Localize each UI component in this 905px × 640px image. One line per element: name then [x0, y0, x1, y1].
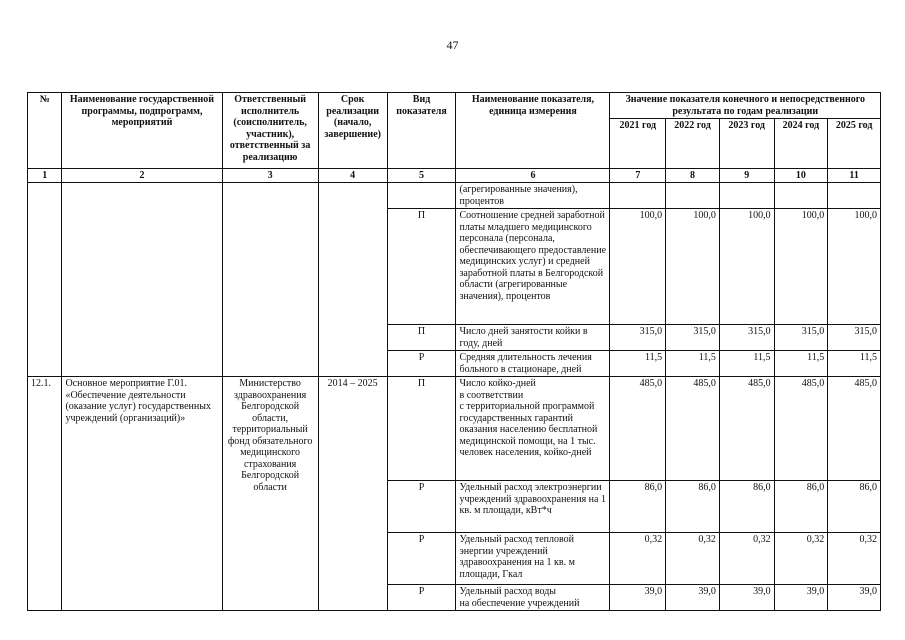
indicator-value: 485,0 — [828, 377, 881, 481]
indicator-value: 485,0 — [719, 377, 774, 481]
column-number: 10 — [774, 169, 828, 183]
indicator-value: 86,0 — [774, 481, 828, 533]
column-number: 9 — [719, 169, 774, 183]
indicator-kind: Р — [387, 481, 456, 533]
indicator-value: 39,0 — [666, 585, 720, 611]
indicator-value: 315,0 — [774, 325, 828, 351]
column-number: 8 — [666, 169, 720, 183]
measure-name: Основное мероприятие Г.01. «Обеспечение деятельности (оказание услуг) государственных учреждений (организаций)» — [62, 377, 222, 611]
program-indicators-table — [27, 92, 881, 611]
indicator-kind: Р — [387, 585, 456, 611]
indicator-value: 86,0 — [828, 481, 881, 533]
column-number: 7 — [610, 169, 666, 183]
column-number: 1 — [28, 169, 62, 183]
indicator-value — [774, 183, 828, 209]
indicator-value: 100,0 — [719, 209, 774, 325]
indicator-value: 0,32 — [828, 533, 881, 585]
indicator-name: Удельный расход тепловой энергии учреждений здравоохранения на 1 кв. м площади, Гкал — [456, 533, 610, 585]
indicator-name: Число койко-дней в соответствии с территориальной программой государственных гарантий оказания населению бесплатной медицинской помощи, на 1 тыс. человек населения, койко-дней — [456, 377, 610, 481]
measure-executor: Министерство здравоохранения Белгородской области, территориальный фонд обязательного медицинского страхования Белгородской области — [222, 377, 318, 611]
indicator-name: Удельный расход электроэнергии учреждений здравоохранения на 1 кв. м площади, кВт*ч — [456, 481, 610, 533]
indicator-value: 86,0 — [719, 481, 774, 533]
header-values-group: Значение показателя конечного и непосредственного результата по годам реализации — [610, 93, 881, 119]
indicator-value — [666, 183, 720, 209]
indicator-value: 39,0 — [610, 585, 666, 611]
header-executor: Ответственный исполнитель (соисполнитель, участник), ответственный за реализацию — [222, 93, 318, 169]
table-row — [28, 183, 881, 209]
continued-term-cell — [318, 183, 387, 377]
continued-name-cell — [62, 183, 222, 377]
indicator-value: 0,32 — [610, 533, 666, 585]
indicator-name: (агрегированные значения), процентов — [456, 183, 610, 209]
column-number: 2 — [62, 169, 222, 183]
indicator-value: 315,0 — [610, 325, 666, 351]
indicator-kind: Р — [387, 351, 456, 377]
header-indicator: Наименование показателя, единица измерения — [456, 93, 610, 169]
indicator-value: 11,5 — [828, 351, 881, 377]
column-number: 4 — [318, 169, 387, 183]
measure-term: 2014 – 2025 — [318, 377, 387, 611]
indicator-kind: Р — [387, 533, 456, 585]
header-year: 2023 год — [719, 119, 774, 169]
indicator-value: 0,32 — [666, 533, 720, 585]
indicator-value: 0,32 — [719, 533, 774, 585]
header-kind: Вид показателя — [387, 93, 456, 169]
indicator-kind: П — [387, 209, 456, 325]
column-number: 5 — [387, 169, 456, 183]
indicator-value: 0,32 — [774, 533, 828, 585]
column-number: 3 — [222, 169, 318, 183]
column-number: 11 — [828, 169, 881, 183]
indicator-value: 11,5 — [610, 351, 666, 377]
indicator-value: 315,0 — [666, 325, 720, 351]
header-year: 2024 год — [774, 119, 828, 169]
indicator-name: Соотношение средней заработной платы младшего медицинского персонала (персонала, обеспечивающего предоставление медицинских услуг) и средней заработной платы в Белгородской области (агрегированные значения), процентов — [456, 209, 610, 325]
continued-executor-cell — [222, 183, 318, 377]
indicator-value: 39,0 — [719, 585, 774, 611]
indicator-name: Удельный расход воды на обеспечение учреждений — [456, 585, 610, 611]
header-year: 2022 год — [666, 119, 720, 169]
indicator-value: 86,0 — [610, 481, 666, 533]
indicator-name: Средняя длительность лечения больного в стационаре, дней — [456, 351, 610, 377]
indicator-name: Число дней занятости койки в году, дней — [456, 325, 610, 351]
header-year: 2025 год — [828, 119, 881, 169]
column-number: 6 — [456, 169, 610, 183]
indicator-value: 485,0 — [610, 377, 666, 481]
indicator-kind: П — [387, 377, 456, 481]
continued-no-cell — [28, 183, 62, 377]
header-term: Срок реализации (начало, завершение) — [318, 93, 387, 169]
indicator-value: 86,0 — [666, 481, 720, 533]
indicator-kind — [387, 183, 456, 209]
header-year: 2021 год — [610, 119, 666, 169]
indicator-value: 11,5 — [719, 351, 774, 377]
header-no: № — [28, 93, 62, 169]
indicator-value: 315,0 — [719, 325, 774, 351]
indicator-value: 100,0 — [666, 209, 720, 325]
indicator-value: 100,0 — [774, 209, 828, 325]
indicator-value — [828, 183, 881, 209]
header-name: Наименование государственной программы, подпрограмм, мероприятий — [62, 93, 222, 169]
table-row — [28, 377, 881, 481]
indicator-value: 11,5 — [666, 351, 720, 377]
indicator-value: 315,0 — [828, 325, 881, 351]
indicator-value: 100,0 — [610, 209, 666, 325]
indicator-value: 11,5 — [774, 351, 828, 377]
indicator-value: 485,0 — [666, 377, 720, 481]
indicator-value: 100,0 — [828, 209, 881, 325]
indicator-value — [610, 183, 666, 209]
indicator-value: 485,0 — [774, 377, 828, 481]
indicator-value — [719, 183, 774, 209]
measure-number: 12.1. — [28, 377, 62, 611]
indicator-value: 39,0 — [828, 585, 881, 611]
indicator-value: 39,0 — [774, 585, 828, 611]
indicator-kind: П — [387, 325, 456, 351]
page-number: 47 — [446, 38, 459, 52]
